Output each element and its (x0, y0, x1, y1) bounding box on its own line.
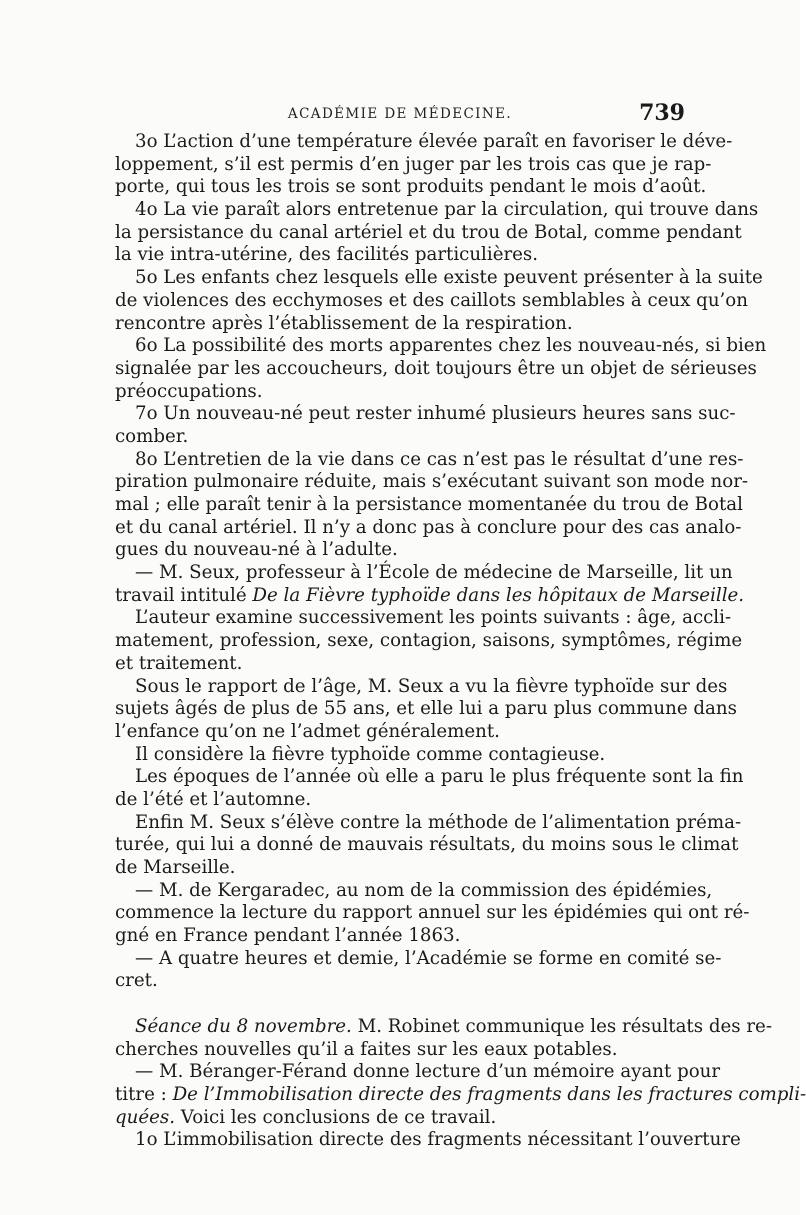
text-line (115, 289, 748, 313)
text-line (115, 1083, 806, 1107)
italic-text: quées. (115, 1106, 175, 1128)
text-line (115, 313, 685, 336)
text-line (115, 403, 736, 426)
line-text: Il considère la fièvre typhoïde comme contagieuse. (135, 743, 606, 765)
text-line (115, 834, 739, 857)
line-text: de l’été et l’automne. (115, 788, 312, 810)
line-text: préoccupations. (115, 380, 263, 402)
text-line (115, 1129, 741, 1152)
line-text: travail intitulé (115, 584, 253, 606)
text-line (115, 653, 685, 676)
line-text: commence la lecture du rapport annuel sur les épidémies qui ont ré- (115, 902, 750, 924)
text-line (115, 381, 685, 404)
text-line (115, 970, 685, 993)
text-line (115, 675, 728, 699)
text-line (115, 721, 685, 744)
text-line (115, 789, 685, 812)
text-line (115, 630, 743, 653)
text-line (115, 153, 712, 177)
text-line (115, 744, 685, 767)
text-line (115, 1039, 685, 1062)
line-text: loppement, s’il est permis d’en juger par les trois cas que je rap- (115, 153, 712, 175)
text-line (115, 947, 722, 971)
line-text: 4o La vie paraît alors entretenue par la circulation, qui trouve dans (135, 199, 759, 221)
line-text: piration pulmonaire réduite, mais s’exécutant suivant son mode nor- (115, 471, 749, 493)
line-text: sujets âgés de plus de 55 ans, et elle lui a paru plus commune dans (115, 698, 737, 720)
text-line (115, 494, 743, 517)
line-text: turée, qui lui a donné de mauvais résultats, du moins sous le climat (115, 834, 739, 856)
text-line (115, 1061, 721, 1084)
line-text: signalée par les accoucheurs, doit toujours être un objet de sérieuses (115, 357, 757, 379)
text-line (115, 902, 750, 925)
line-text: 5o Les enfants chez lesquels elle existe peuvent présenter à la suite (135, 267, 763, 289)
text-line (115, 925, 685, 948)
line-text: cret. (115, 970, 158, 992)
text-line (115, 1015, 772, 1039)
line-text: gné en France pendant l’année 1863. (115, 925, 461, 947)
body-text (115, 131, 806, 1152)
paragraph-gap (115, 993, 685, 1016)
line-text: 8o L’entretien de la vie dans ce cas n’est pas le résultat d’une res- (135, 448, 744, 470)
line-text: mal ; elle paraît tenir à la persistance momentanée du trou de Botal (115, 494, 743, 515)
text-line (115, 857, 685, 880)
line-text: l’enfance qu’on ne l’admet généralement. (115, 720, 500, 742)
text-line (115, 516, 742, 540)
italic-text: De la Fièvre typhoïde dans les hôpitaux de Marseille. (252, 584, 745, 606)
line-text: porte, qui tous les trois se sont produits pendant le mois d’août. (115, 176, 707, 198)
text-line (115, 471, 749, 494)
line-text: — M. de Kergaradec, au nom de la commission des épidémies, (135, 879, 713, 901)
line-text: cherches nouvelles qu’il a faites sur les eaux potables. (115, 1038, 618, 1060)
text-line (115, 244, 685, 267)
text-line (115, 199, 759, 222)
line-text: L’auteur examine successivement les points suivants : âge, accli- (135, 607, 732, 629)
text-line (115, 357, 757, 381)
text-line (115, 335, 767, 358)
line-text: Enfin M. Seux s’élève contre la méthode de l’alimentation préma- (135, 811, 742, 833)
line-text: et traitement. (115, 652, 243, 674)
text-line (115, 221, 742, 245)
line-text: et du canal artériel. Il n’y a donc pas à conclure pour des cas analo- (115, 516, 742, 538)
line-text: — A quatre heures et demie, l’Académie se forme en comité se- (135, 947, 722, 969)
text-line (115, 267, 763, 290)
text-line (115, 131, 733, 154)
italic-text: De l’Immobilisation directe des fragments dans les fractures compli- (172, 1083, 806, 1105)
line-text: 1o L’immobilisation directe des fragments nécessitant l’ouverture (135, 1129, 741, 1151)
text-line (115, 879, 713, 903)
line-text: 3o L’action d’une température élevée paraît en favoriser le déve- (135, 131, 733, 152)
page-number: 739 (639, 100, 685, 126)
text-line (115, 1107, 685, 1130)
line-text: rencontre après l’établissement de la respiration. (115, 312, 573, 334)
text-line (115, 607, 732, 630)
running-head: ACADÉMIE DE MÉDECINE. (287, 106, 513, 122)
text-line (115, 448, 744, 472)
italic-text: Séance du 8 novembre. (135, 1015, 352, 1037)
line-text: la vie intra-utérine, des facilités particulières. (115, 244, 539, 266)
line-text: Les époques de l’année où elle a paru le plus fréquente sont la fin (135, 766, 744, 788)
line-text: Sous le rapport de l’âge, M. Seux a vu la fièvre typhoïde sur des (135, 675, 728, 697)
text-line (115, 698, 737, 721)
text-line (115, 426, 685, 449)
line-text: de violences des ecchymoses et des caillots semblables à ceux qu’on (115, 289, 748, 311)
line-text: — M. Seux, professeur à l’École de médecine de Marseille, lit un (135, 562, 733, 584)
line-text: matement, profession, sexe, contagion, saisons, symptômes, régime (115, 630, 743, 652)
text-line (115, 766, 744, 789)
text-line (115, 562, 733, 585)
line-text: titre : (115, 1083, 173, 1105)
line-text: gues du nouveau-né à l’adulte. (115, 539, 398, 561)
line-text: 6o La possibilité des morts apparentes chez les nouveau-nés, si bien (135, 335, 767, 357)
text-line (115, 539, 685, 562)
text-line (115, 811, 742, 835)
line-text: Voici les conclusions de ce travail. (175, 1106, 497, 1128)
line-text: comber. (115, 425, 189, 447)
line-text: M. Robinet communique les résultats des re- (351, 1015, 772, 1037)
line-text: 7o Un nouveau-né peut rester inhumé plusieurs heures sans suc- (135, 403, 736, 425)
line-text: — M. Béranger-Férand donne lecture d’un mémoire ayant pour (135, 1061, 721, 1083)
line-text: la persistance du canal artériel et du trou de Botal, comme pendant (115, 221, 742, 243)
text-line (115, 584, 745, 608)
line-text: de Marseille. (115, 857, 236, 878)
text-line (115, 176, 707, 199)
page-header (115, 100, 685, 130)
